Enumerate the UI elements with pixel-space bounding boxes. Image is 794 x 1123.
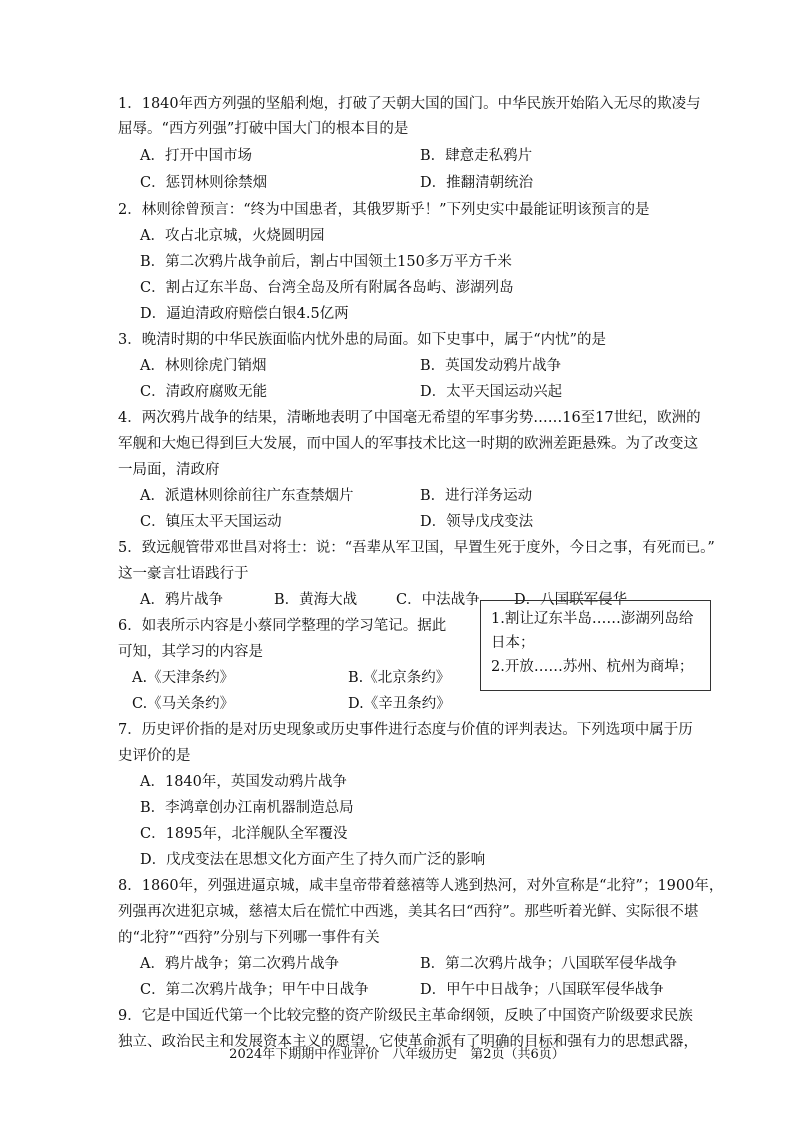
q5-option-c: C．中法战争 [396,592,480,608]
q7-option-a: A．1840年，英国发动鸦片战争 [140,774,347,790]
q3-option-b: B．英国发动鸦片战争 [420,358,562,374]
q7-line-2: 史评价的是 [118,748,191,764]
q5-option-a: A．鸦片战争 [140,592,223,608]
q8-option-c: C．第二次鸦片战争；甲午中日战争 [140,982,369,998]
q1-option-a: A．打开中国市场 [140,148,252,164]
q6-line-1: 6．如表所示内容是小蔡同学整理的学习笔记。据此 [118,618,447,634]
q2-line-1: 2．林则徐曾预言：“终为中国患者，其俄罗斯乎！”下列史实中最能证明该预言的是 [118,202,650,218]
q1-option-b: B．肆意走私鸦片 [420,148,533,164]
q2-option-c: C．割占辽东半岛、台湾全岛及所有附属各岛屿、澎湖列岛 [140,280,514,296]
q4-line-2: 军舰和大炮已得到巨大发展，而中国人的军事技术比这一时期的欧洲差距悬殊。为了改变这 [118,436,698,452]
q4-option-c: C．镇压太平天国运动 [140,514,282,530]
study-note-box [480,600,711,691]
q8-line-3: 的“北狩”“西狩”分别与下列哪一事件有关 [118,930,380,946]
q1-option-d: D．推翻清朝统治 [420,175,534,191]
q6-option-a: A.《天津条约》 [132,670,235,686]
q1-line-2: 屈辱。“西方列强”打破中国大门的根本目的是 [118,121,409,137]
q5-option-b: B．黄海大战 [274,592,358,608]
q6-option-d: D.《辛丑条约》 [348,696,451,712]
q3-option-a: A．林则徐虎门销烟 [140,358,267,374]
page-footer: 2024年下期期中作业评价 八年级历史 第2页（共6页） [229,1047,565,1062]
note-line-3: 2.开放……苏州、杭州为商埠； [491,659,694,675]
q4-option-d: D．领导戊戌变法 [420,514,534,530]
q7-option-c: C．1895年，北洋舰队全军覆没 [140,826,348,842]
q2-option-a: A．攻占北京城，火烧圆明园 [140,228,325,244]
q5-option-d: D．八国联军侵华 [514,592,628,608]
q3-option-d: D．太平天国运动兴起 [420,384,563,400]
q9-line-2: 独立、政治民主和发展资本主义的愿望，它使革命派有了明确的目标和强有力的思想武器， [118,1034,698,1050]
q4-line-1: 4．两次鸦片战争的结果，清晰地表明了中国毫无希望的军事劣势……16至17世纪，欧洲的 [118,410,701,426]
q8-option-b: B．第二次鸦片战争；八国联军侵华战争 [420,956,678,972]
q7-option-d: D．戊戌变法在思想文化方面产生了持久而广泛的影响 [140,852,486,868]
q2-option-d: D．逼迫清政府赔偿白银4.5亿两 [140,306,349,322]
q4-line-3: 一局面，清政府 [118,462,220,478]
q5-line-2: 这一豪言壮语践行于 [118,566,249,582]
q5-line-1: 5．致远舰管带邓世昌对将士：说：“吾辈从军卫国，早置生死于度外，今日之事，有死而已。” [118,540,715,556]
q8-option-d: D．甲午中日战争；八国联军侵华战争 [420,982,664,998]
q4-option-b: B．进行洋务运动 [420,488,533,504]
q2-option-b: B．第二次鸦片战争前后，割占中国领土150多万平方千米 [140,254,512,270]
q7-line-1: 7．历史评价指的是对历史现象或历史事件进行态度与价值的评判表达。下列选项中属于历 [118,722,693,738]
q4-option-a: A．派遣林则徐前往广东查禁烟片 [140,488,354,504]
q8-line-2: 列强再次进犯京城，慈禧太后在慌忙中西逃，美其名曰“西狩”。那些听着光鲜、实际很不堪 [118,904,699,920]
q3-option-c: C．清政府腐败无能 [140,384,268,400]
q1-line-1: 1．1840年西方列强的坚船利炮，打破了天朝大国的国门。中华民族开始陷入无尽的欺凌与 [118,96,701,112]
q8-option-a: A．鸦片战争；第二次鸦片战争 [140,956,339,972]
q8-line-1: 8．1860年，列强进逼京城，咸丰皇帝带着慈禧等人逃到热河，对外宣称是“北狩”；1900年， [118,878,724,894]
q1-option-c: C．惩罚林则徐禁烟 [140,175,268,191]
q6-option-b: B.《北京条约》 [348,670,451,686]
note-line-2: 日本； [491,635,535,651]
note-line-1: 1.割让辽东半岛……澎湖列岛给 [491,611,694,627]
q6-option-c: C.《马关条约》 [132,696,235,712]
q9-line-1: 9．它是中国近代第一个比较完整的资产阶级民主革命纲领，反映了中国资产阶级要求民族 [118,1008,693,1024]
q3-line-1: 3．晚清时期的中华民族面临内忧外患的局面。如下史事中，属于“内忧”的是 [118,332,607,348]
q6-line-2: 可知，其学习的内容是 [118,644,263,660]
q7-option-b: B．李鸿章创办江南机器制造总局 [140,800,354,816]
